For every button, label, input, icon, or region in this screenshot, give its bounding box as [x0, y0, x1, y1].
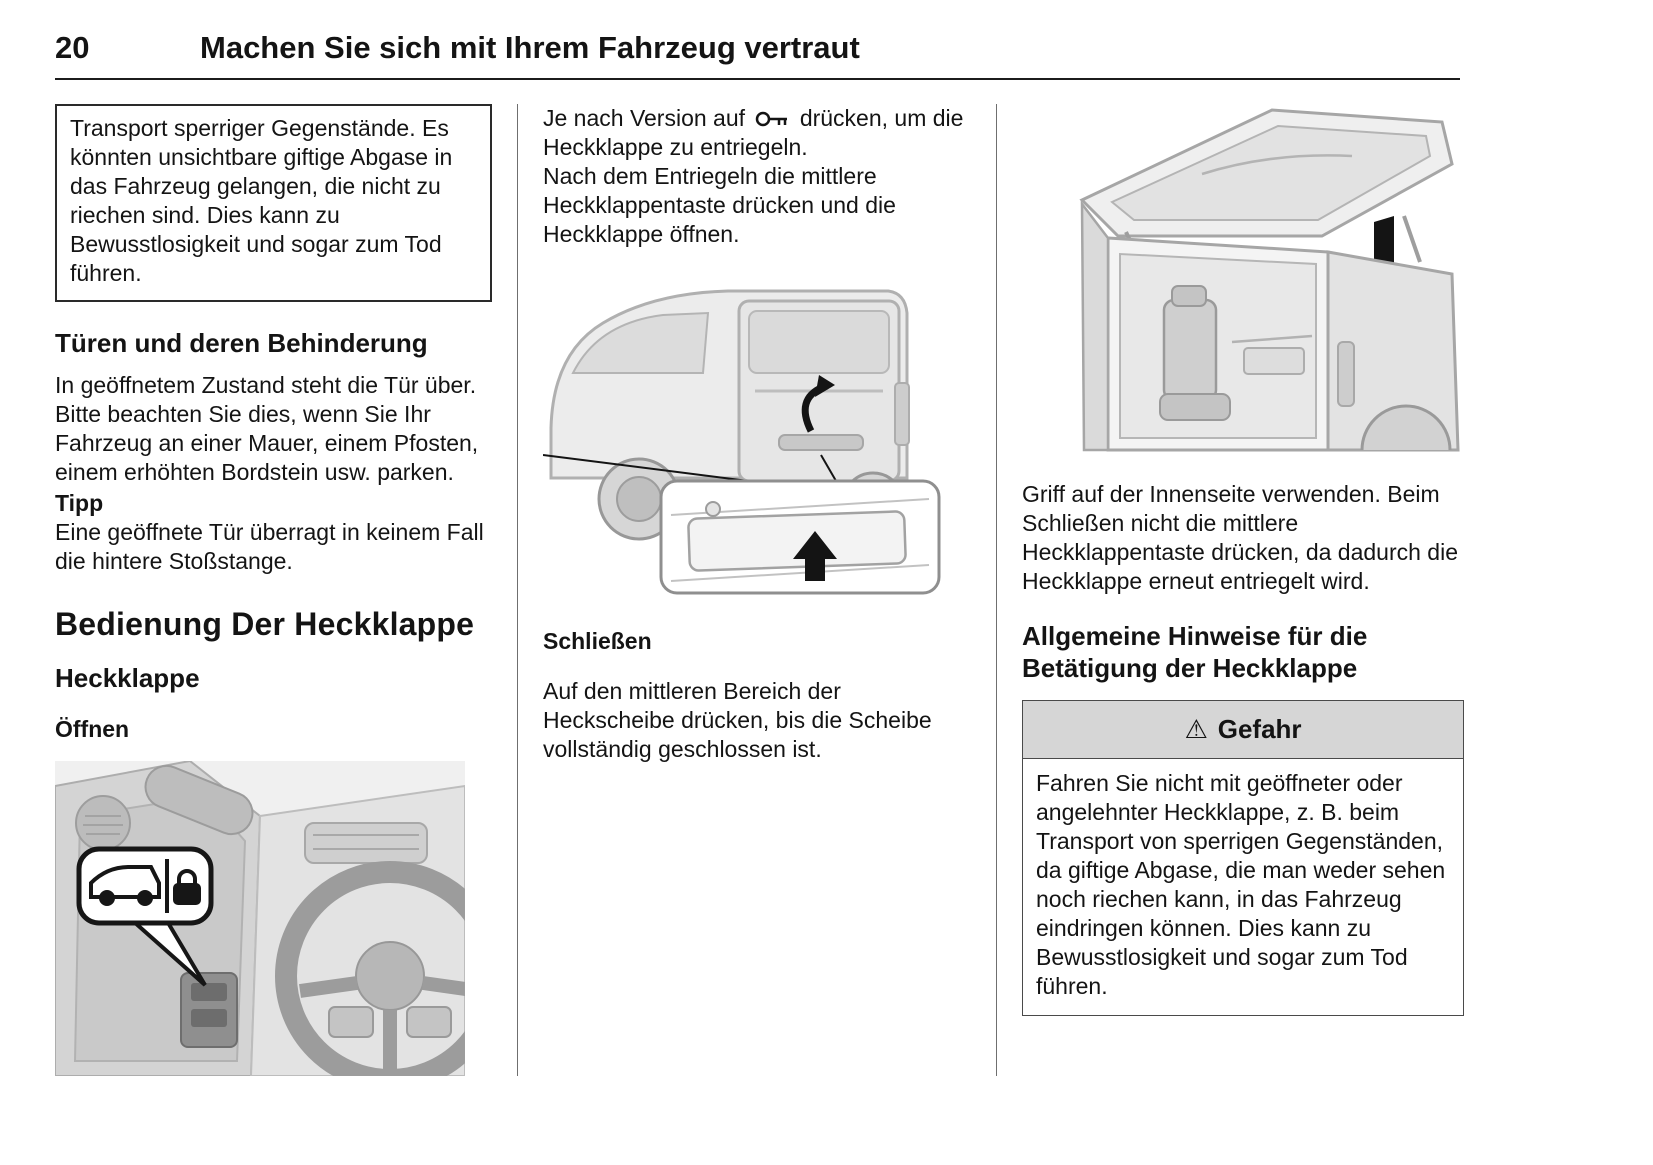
heading-open: Öffnen — [55, 716, 130, 742]
paragraph-inner-handle: Griff auf der Innenseite verwenden. Beim Schließen nicht die mittlere Heckklappentaste drücken, da dadurch die Heckklappe erneut entriegelt wird. — [1022, 481, 1459, 594]
paragraph-unlock-post: drücken, um die Heckklappe zu entriegeln. — [543, 105, 964, 160]
heading-close: Schließen — [543, 628, 652, 654]
open-tailgate-illustration — [1022, 104, 1464, 462]
page-header — [55, 30, 1460, 80]
door-panel-illustration — [55, 761, 465, 1076]
paragraph-unlock-2: Nach dem Entriegeln die mittlere Heckklappentaste drücken und die Heckklappe öffnen. — [543, 163, 896, 247]
warning-triangle-icon: ⚠ — [1184, 714, 1208, 744]
tip-label: Tipp — [55, 490, 104, 516]
tip-text: Eine geöffnete Tür überragt in keinem Fall die hintere Stoßstange. — [55, 519, 484, 574]
danger-box-text: Fahren Sie nicht mit geöffneter oder angelehnter Heckklappe, z. B. beim Transport von sperrigen Gegenständen, da giftige Abgase, die man weder sehen noch riechen kann, in das Fahrzeug eindringen können. Dies kann zu Bewusstlosigkeit und sogar zum Tod führen. — [1036, 770, 1446, 999]
paragraph-close: Auf den mittleren Bereich der Heckscheibe drücken, bis die Scheibe vollständig geschlossen ist. — [543, 678, 932, 762]
danger-box — [1022, 700, 1464, 1016]
tailgate-button-illustration — [543, 263, 953, 598]
door-panel-illustration-svg — [55, 761, 465, 1076]
paragraph-unlock — [543, 104, 971, 162]
heading-general-notes: Allgemeine Hinweise für die Betätigung der Heckklappe — [1022, 621, 1368, 683]
warning-continuation-box: Transport sperriger Gegenstände. Es könnten unsichtbare giftige Abgase in das Fahrzeug gelangen, die nicht zu riechen sind. Dies kann zu Bewusstlosigkeit und sogar zum Tod führen. — [55, 104, 492, 302]
column-right — [1022, 104, 1464, 1076]
heading-tailgate-operation: Bedienung Der Heckklappe — [55, 606, 475, 642]
page-title: Machen Sie sich mit Ihrem Fahrzeug vertraut — [200, 30, 860, 65]
paragraph-unlock-pre: Je nach Version auf — [543, 105, 746, 131]
column-left — [55, 104, 492, 1076]
heading-tailgate: Heckklappe — [55, 663, 200, 693]
column-middle — [543, 104, 971, 1076]
heading-doors-obstruction: Türen und deren Behinderung — [55, 328, 428, 358]
paragraph-doors: In geöffnetem Zustand steht die Tür über. Bitte beachten Sie dies, wenn Sie Ihr Fahrzeug an einer Mauer, einem Pfosten, einem erhöhten Bordstein usw. parken. — [55, 372, 479, 485]
danger-box-header — [1023, 701, 1463, 759]
page-number: 20 — [55, 30, 90, 65]
column-divider-right — [996, 104, 997, 1076]
column-divider-left — [517, 104, 518, 1076]
tailgate-button-illustration-svg — [543, 263, 953, 598]
remote-unlock-icon — [755, 109, 789, 129]
open-tailgate-illustration-svg — [1022, 104, 1464, 462]
content-columns — [55, 104, 1653, 1076]
danger-title: Gefahr — [1217, 714, 1302, 744]
